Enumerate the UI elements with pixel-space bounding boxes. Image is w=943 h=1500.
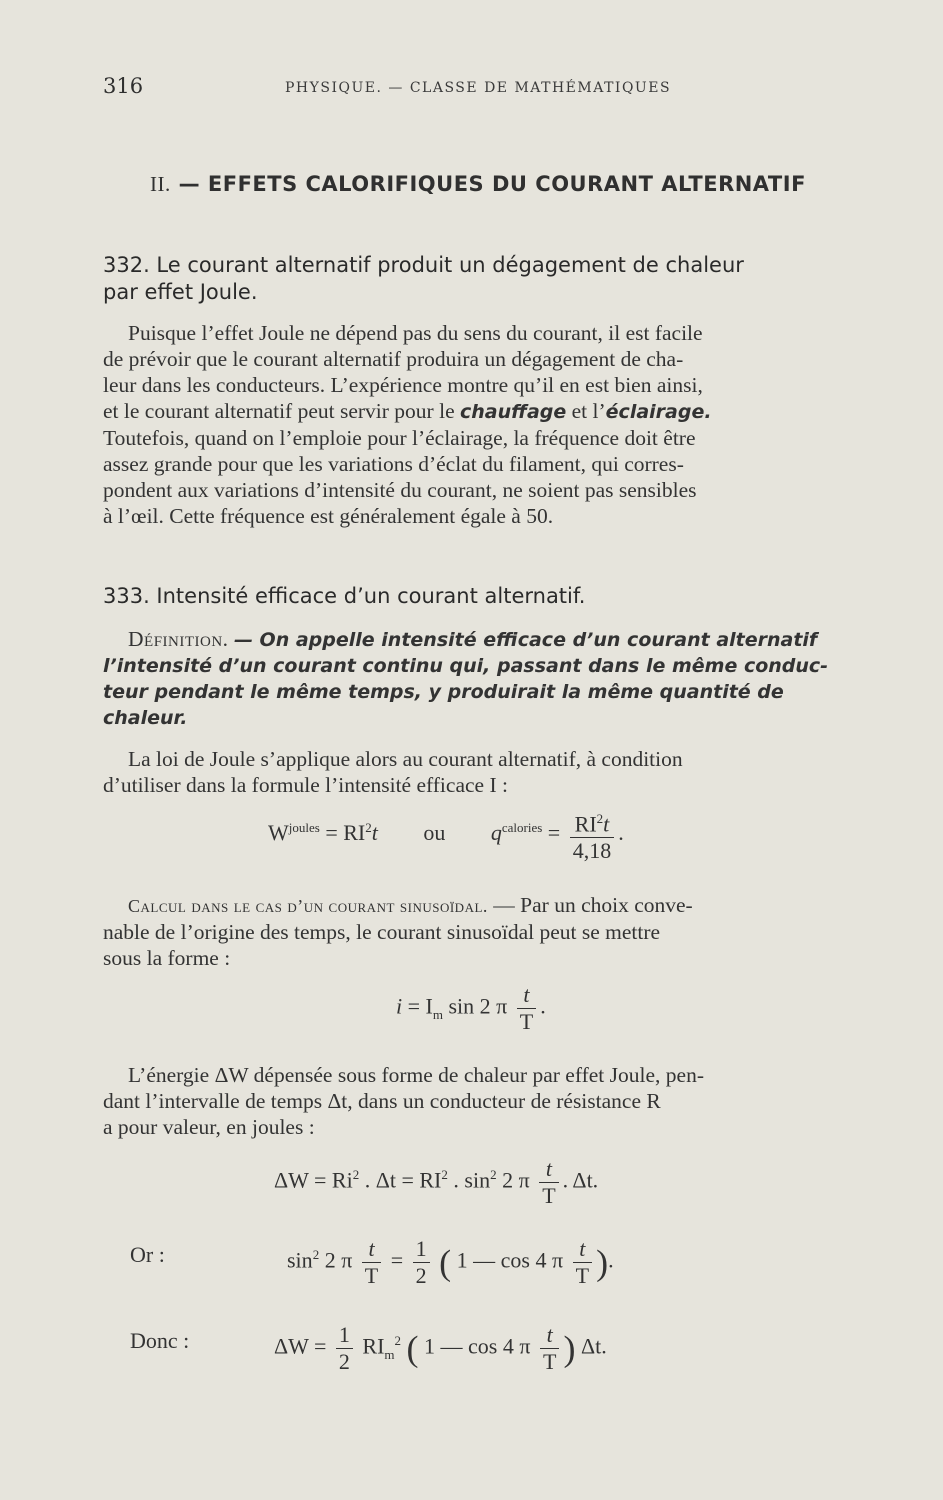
text-span: 2 π — [324, 1247, 353, 1273]
text-span: T — [542, 1183, 556, 1208]
fraction — [362, 1236, 381, 1289]
fraction — [570, 806, 615, 864]
para-line: pondent aux variations d’intensité du courant, ne soient pas sensibles — [103, 478, 697, 502]
text-span: — On appelle intensité efficace d’un courant alternatif — [233, 629, 818, 651]
text-span: ou — [423, 820, 446, 846]
text-span: 1 — [336, 1322, 353, 1349]
text-span: m — [432, 1006, 443, 1022]
text-span: T — [575, 1263, 590, 1288]
para-line: l’intensité d’un courant continu qui, passant dans le même conduc- — [103, 655, 829, 677]
text-span: ΔW = — [274, 1333, 327, 1359]
para-line: à l’œil. Cette fréquence est généralement égale à 50. — [103, 504, 554, 528]
text-span: W — [268, 820, 289, 846]
text-span: 2 — [441, 1167, 448, 1183]
text-span: et le courant alternatif peut servir pour le — [103, 399, 455, 423]
section-332-paragraph — [103, 320, 893, 529]
text-span: . — [618, 820, 624, 846]
para-line: teur pendant le même temps, y produirait la même quantité de — [103, 681, 784, 703]
page-header — [103, 74, 893, 104]
running-title: PHYSIQUE. — CLASSE DE MATHÉMATIQUES — [285, 80, 672, 96]
text-span: ΔW = Ri — [274, 1167, 353, 1193]
calcul-paragraph — [103, 892, 893, 971]
para-line: L’énergie ΔW dépensée sous forme de chaleur par effet Joule, pen- — [128, 1063, 704, 1087]
para-line — [103, 626, 893, 653]
fraction — [413, 1236, 430, 1289]
text-span: et l’ — [571, 399, 606, 423]
para-line: d’utiliser dans la formule l’intensité efficace I : — [103, 773, 508, 797]
fraction — [573, 1236, 592, 1289]
text-span: = — [390, 1247, 404, 1273]
text-span: q — [490, 820, 502, 846]
emphasis-eclairage: éclairage. — [605, 401, 712, 423]
or-label: Or : — [130, 1242, 165, 1267]
text-span: Δt. — [580, 1333, 607, 1359]
text-span: 2 — [394, 1333, 402, 1349]
text-span: RI — [574, 811, 597, 837]
text-span: t — [573, 1236, 592, 1263]
para-line: de prévoir que le courant alternatif produira un dégagement de cha- — [103, 347, 684, 371]
text-span: ( — [406, 1328, 419, 1369]
text-span: t — [603, 811, 610, 837]
text-span: 2 — [338, 1349, 350, 1374]
equation-sin-squared — [287, 1236, 614, 1289]
fraction — [336, 1322, 353, 1375]
text-span: = I — [407, 993, 433, 1019]
para-line: La loi de Joule s’applique alors au courant alternatif, à condition — [128, 747, 683, 771]
chapter-heading — [150, 172, 806, 197]
text-span: t — [371, 820, 378, 846]
text-span: t — [539, 1156, 558, 1183]
para-line — [103, 398, 893, 425]
definition-label: Définition. — [128, 627, 229, 651]
text-span: ) — [596, 1242, 609, 1283]
chapter-title: — EFFETS CALORIFIQUES DU COURANT ALTERNATIF — [178, 172, 806, 196]
para-line: leur dans les conducteurs. L’expérience montre qu’il en est bien ainsi, — [103, 373, 703, 397]
text-span: t — [362, 1236, 381, 1263]
para-line: Puisque l’effet Joule ne dépend pas du sens du courant, il est facile — [128, 321, 703, 345]
section-333-paragraph-2 — [103, 746, 893, 798]
text-span: 2 — [352, 1167, 360, 1183]
text-span: . Δt = RI — [364, 1167, 442, 1193]
text-span: 1 — cos 4 π — [456, 1247, 564, 1273]
page-number: 316 — [103, 74, 144, 98]
text-span: . — [540, 993, 546, 1019]
definition-block — [103, 626, 893, 731]
text-span: joules — [288, 819, 320, 835]
text-span: . — [608, 1247, 614, 1273]
text-span: ) — [563, 1328, 576, 1369]
chapter-roman: II. — [150, 172, 171, 196]
para-line: dant l’intervalle de temps Δt, dans un conducteur de résistance R — [103, 1089, 661, 1113]
section-332-title-line2: par effet Joule. — [103, 280, 258, 304]
equation-energy — [274, 1156, 598, 1209]
text-span: T — [364, 1263, 379, 1288]
calcul-label: Calcul dans le cas d’un courant sinusoïdal. — [128, 896, 488, 916]
para-line: a pour valeur, en joules : — [103, 1115, 315, 1139]
para-line: chaleur. — [103, 707, 188, 729]
text-span — [570, 806, 615, 838]
text-span: = — [547, 820, 561, 846]
text-span: . sin — [453, 1167, 491, 1193]
text-span: sin — [287, 1247, 313, 1273]
text-span: 2 π — [502, 1167, 530, 1193]
emphasis-chauffage: chauffage — [460, 401, 567, 423]
text-span: . Δt. — [562, 1167, 599, 1193]
para-line: assez grande pour que les variations d’éclat du filament, qui corres- — [103, 452, 684, 476]
section-333-title: 333. Intensité efficace d’un courant alternatif. — [103, 584, 586, 608]
text-span: 2 — [312, 1247, 320, 1263]
text-span: 2 — [596, 811, 604, 826]
text-span: — Par un choix conve- — [493, 893, 693, 917]
text-span: 1 — cos 4 π — [424, 1333, 531, 1359]
text-span: sin 2 π — [448, 993, 508, 1019]
section-332-title — [103, 252, 893, 306]
text-span: 4,18 — [572, 838, 612, 864]
section-332-title-line1: 332. Le courant alternatif produit un dégagement de chaleur — [103, 253, 744, 277]
equation-final — [274, 1322, 607, 1375]
fraction — [517, 982, 536, 1035]
text-span: m — [384, 1346, 395, 1362]
donc-label: Donc : — [130, 1328, 190, 1353]
text-span: = RI — [325, 820, 366, 846]
para-line: Toutefois, quand on l’emploie pour l’éclairage, la fréquence doit être — [103, 426, 696, 450]
text-span: RI — [362, 1333, 385, 1359]
para-line: sous la forme : — [103, 946, 231, 970]
text-span: T — [542, 1349, 557, 1374]
text-span: t — [517, 982, 536, 1009]
para-line — [103, 892, 893, 919]
text-span: t — [540, 1322, 559, 1349]
text-span: T — [519, 1009, 534, 1034]
text-span: 2 — [415, 1263, 427, 1288]
fraction — [539, 1156, 558, 1209]
text-span: ( — [439, 1242, 452, 1283]
energy-paragraph — [103, 1062, 893, 1140]
equation-joule — [268, 806, 624, 864]
fraction — [540, 1322, 559, 1375]
text-span: 2 — [365, 819, 372, 835]
text-span: calories — [501, 819, 543, 835]
text-span: 1 — [413, 1236, 430, 1263]
text-span: i — [396, 993, 403, 1019]
equation-sinusoidal — [396, 982, 546, 1035]
para-line: nable de l’origine des temps, le courant sinusoïdal peut se mettre — [103, 920, 661, 944]
text-span: 2 — [490, 1167, 497, 1183]
